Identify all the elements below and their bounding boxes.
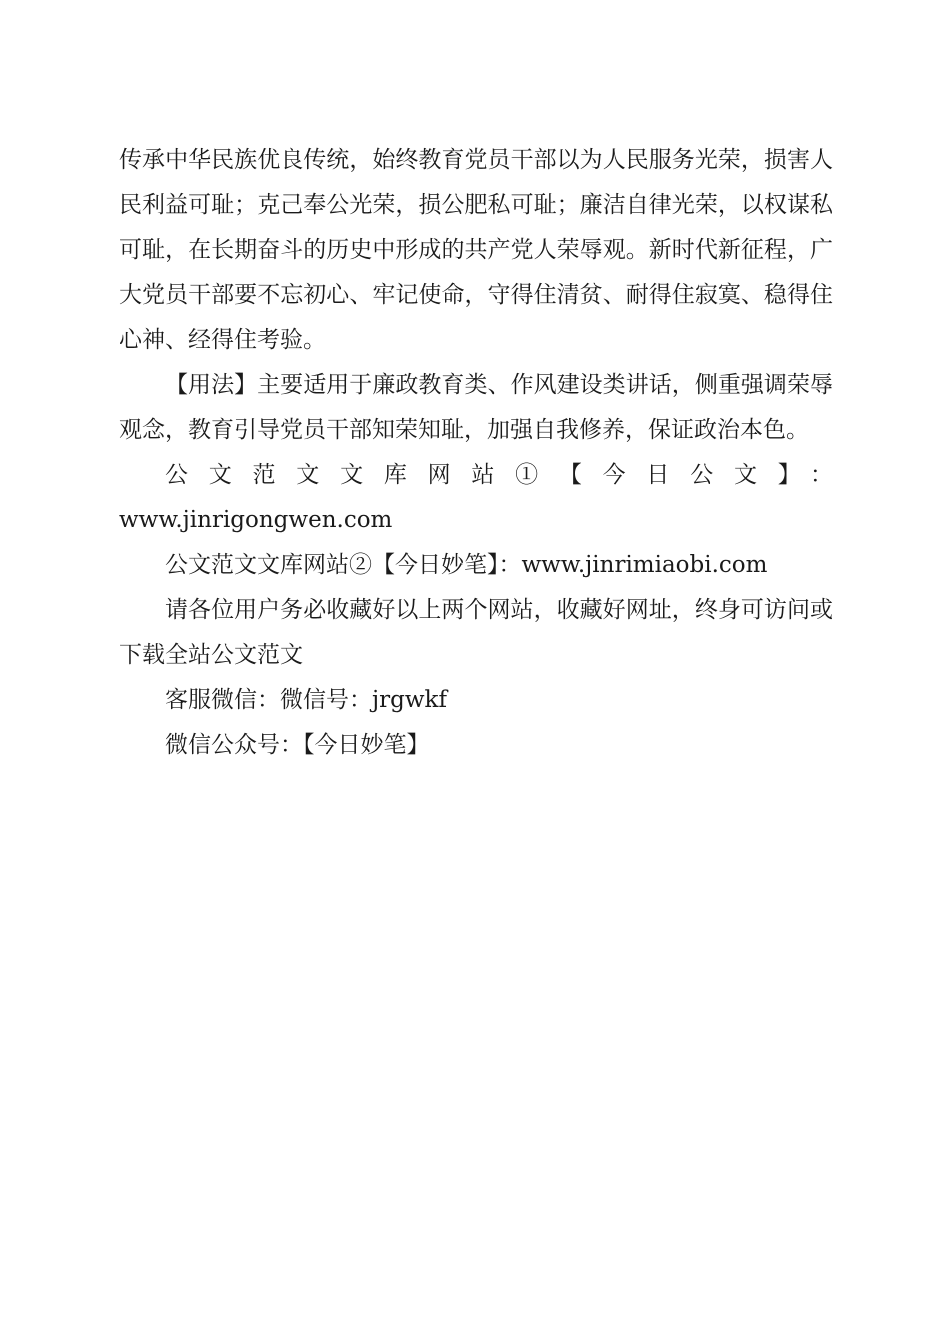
site-2-line: 公文范文文库网站②【今日妙笔】：www.jinrimiaobi.com xyxy=(165,552,768,578)
paragraph-usage: 【用法】主要适用于廉政教育类、作风建设类讲话，侧重强调荣辱观念，教育引导党员干部知荣知耻，加强自我修养，保证政治本色。 xyxy=(119,372,833,443)
paragraph-honor-shame: 传承中华民族优良传统，始终教育党员干部以为人民服务光荣，损害人民利益可耻；克己奉公光荣，损公肥私可耻；廉洁自律光荣，以权谋私可耻，在长期奋斗的历史中形成的共产党人荣辱观。新时代新征程，广大党员干部要不忘初心、牢记使命，守得住清贫、耐得住寂寞、稳得住心神、经得住考验。 xyxy=(119,147,833,353)
bookmark-notice: 请各位用户务必收藏好以上两个网站，收藏好网址，终身可访问或下载全站公文范文 xyxy=(119,597,833,668)
wechat-service: 客服微信：微信号：jrgwkf xyxy=(165,687,447,713)
site-1-url: www.jinrigongwen.com xyxy=(119,507,393,533)
document-body xyxy=(119,138,833,768)
wechat-official-account: 微信公众号：【今日妙笔】 xyxy=(165,732,430,758)
site-1-label: 公文范文文库网站①【今日公文】： xyxy=(165,462,833,488)
